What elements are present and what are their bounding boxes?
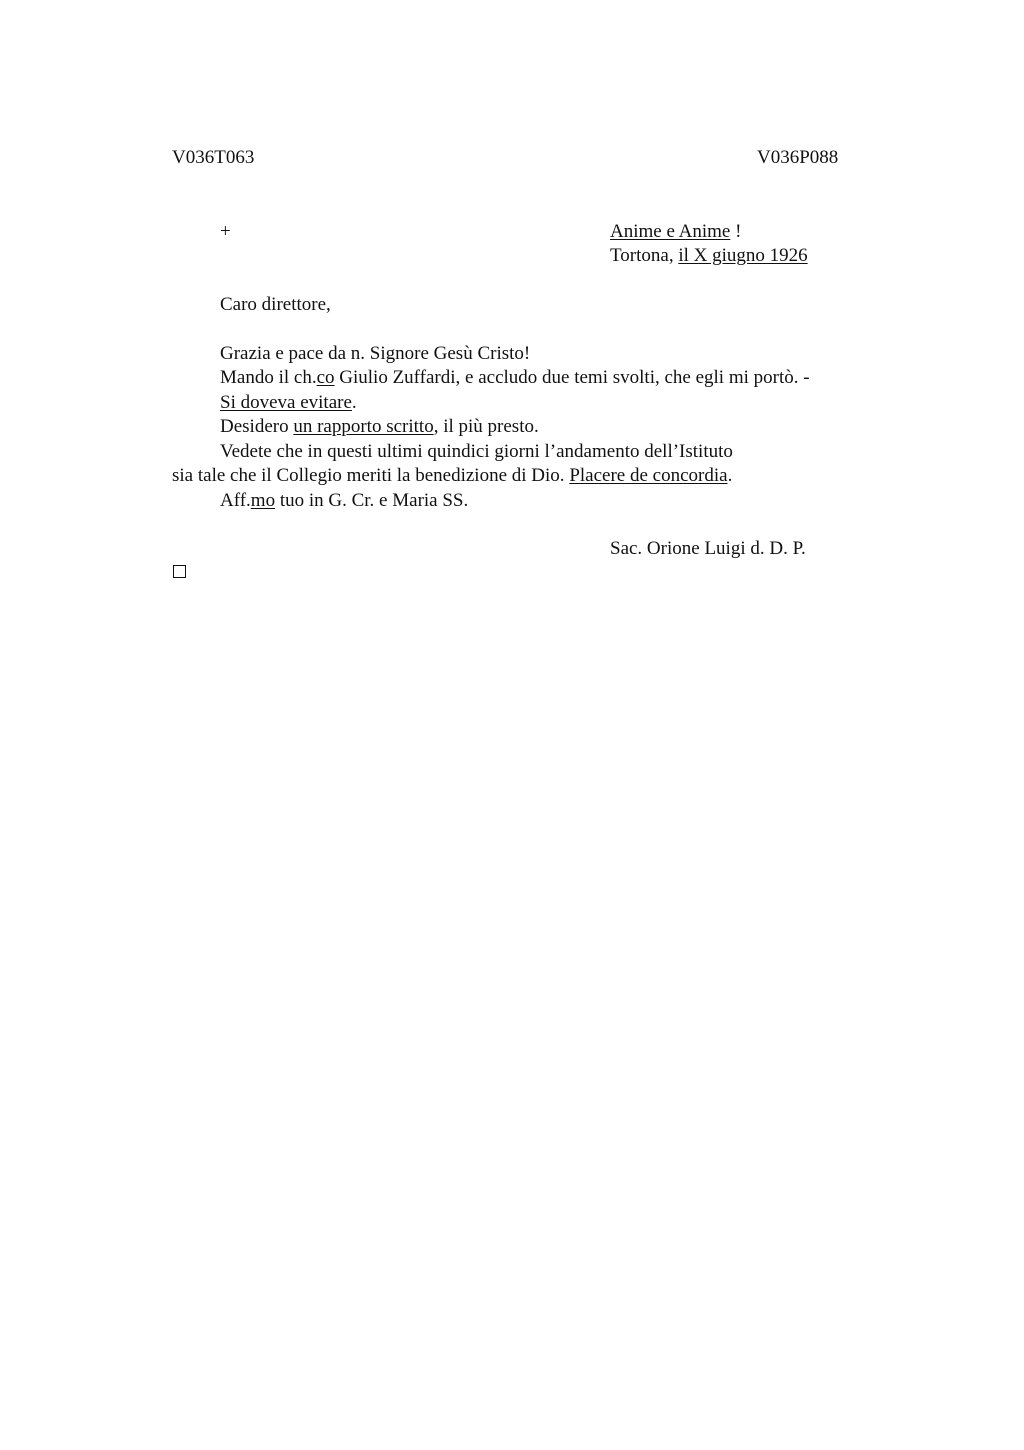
document-code-right: V036P088 bbox=[757, 147, 839, 168]
body-line-2 bbox=[220, 366, 810, 390]
cross-symbol: + bbox=[220, 221, 231, 242]
signature: Sac. Orione Luigi d. D. P. bbox=[610, 538, 806, 559]
body-line-4 bbox=[220, 415, 539, 439]
motto-underlined: Anime e Anime bbox=[610, 221, 731, 242]
salutation: Caro direttore, bbox=[220, 294, 331, 315]
body-line-1: Grazia e pace da n. Signore Gesù Cristo! bbox=[220, 343, 531, 364]
place: Tortona, bbox=[610, 245, 679, 266]
body-line-2-b: Giulio Zuffardi, e accludo due temi svolti, che egli mi portò. - bbox=[334, 367, 810, 388]
closing-line-a: Aff. bbox=[220, 490, 251, 511]
motto bbox=[610, 220, 741, 244]
end-box-icon bbox=[173, 565, 186, 578]
body-line-4-a: Desidero bbox=[220, 416, 294, 437]
closing-line-underlined: mo bbox=[250, 490, 276, 511]
closing-line-b: tuo in G. Cr. e Maria SS. bbox=[275, 490, 469, 511]
body-line-2-a: Mando il ch. bbox=[220, 367, 317, 388]
motto-suffix: ! bbox=[730, 221, 742, 242]
body-line-3 bbox=[220, 391, 357, 415]
body-line-2-underlined: co bbox=[316, 367, 335, 388]
place-date bbox=[610, 244, 808, 268]
date: il X giugno 1926 bbox=[678, 245, 808, 266]
body-line-6-b: . bbox=[727, 465, 733, 486]
closing-line bbox=[220, 489, 468, 513]
document-code-left: V036T063 bbox=[172, 147, 255, 168]
body-line-4-b: , il più presto. bbox=[433, 416, 539, 437]
body-line-6-underlined: Placere de concordia bbox=[569, 465, 728, 486]
body-line-5: Vedete che in questi ultimi quindici giorni l’andamento dell’Istituto bbox=[220, 441, 733, 462]
body-line-3-b: . bbox=[351, 392, 357, 413]
body-line-3-underlined: Si doveva evitare bbox=[220, 392, 352, 413]
body-line-6 bbox=[172, 464, 732, 488]
body-line-6-a: sia tale che il Collegio meriti la benedizione di Dio. bbox=[172, 465, 570, 486]
body-line-4-underlined: un rapporto scritto bbox=[293, 416, 434, 437]
